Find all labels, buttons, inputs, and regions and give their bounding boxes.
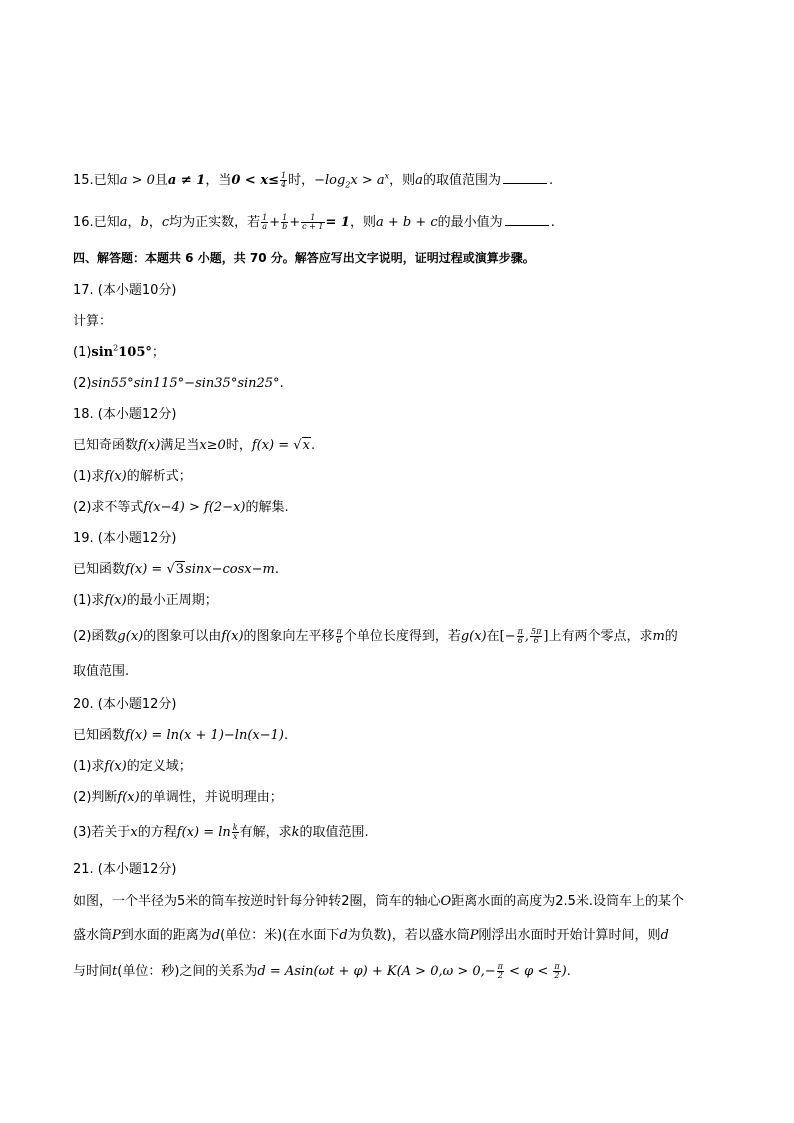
text-run: x <box>130 825 138 840</box>
q15-math: −log <box>314 173 346 188</box>
text-run: sinx−cosx−m <box>185 562 275 577</box>
text-run: 105° <box>118 345 152 360</box>
text-run: d <box>660 928 669 943</box>
q16-text: ， <box>148 215 162 230</box>
text-run: , <box>524 629 530 644</box>
q15-subscript: 2 <box>345 180 351 190</box>
text-run: 已知奇函数 <box>73 438 139 453</box>
text-run: . <box>310 438 316 453</box>
text-run: 6 <box>336 636 342 645</box>
text-run: P <box>469 928 479 943</box>
text-run: b <box>282 222 288 231</box>
sqrt-icon: √ <box>293 438 302 453</box>
text-run: 已知函数 <box>73 728 126 743</box>
text-run: π <box>517 627 523 636</box>
text-run: (2)求不等式 <box>73 500 144 515</box>
text-run: 上有两个零点，求 <box>548 629 653 644</box>
text-run: 1 <box>262 213 268 222</box>
text-run: sin <box>91 345 114 360</box>
text-run: c + 1 <box>302 222 324 231</box>
text-run: f(x) <box>221 629 244 644</box>
q18-part-2 <box>73 498 723 518</box>
q16-math: c <box>161 215 170 230</box>
text-run: (3)若关于 <box>73 825 131 840</box>
text-run: m <box>652 629 665 644</box>
q18-stem <box>73 436 723 456</box>
q16-text: . <box>550 215 555 230</box>
q21-line-1 <box>73 892 723 912</box>
q15-text: 且 <box>154 173 168 188</box>
text-run: . <box>283 728 289 743</box>
q15-text: 的取值范围为 <box>422 173 501 188</box>
question-16 <box>73 213 723 233</box>
text-run: O <box>440 894 452 909</box>
q17-intro: 计算： <box>73 314 113 329</box>
text-run: . <box>566 964 571 979</box>
text-run: g(x) <box>117 629 144 644</box>
fraction <box>497 963 504 980</box>
text-run: 的图象向左平移 <box>243 629 335 644</box>
text-run: 时， <box>225 438 252 453</box>
q16-math: a + b + c <box>376 215 438 230</box>
text-run: (1) <box>73 345 92 360</box>
q21-line-3 <box>73 962 723 982</box>
text-run: f(x) <box>117 790 140 805</box>
text-run: 刚浮出水面时开始计算时间，则 <box>478 928 661 943</box>
q20-heading: 20. (本小题12分) <box>73 697 177 712</box>
q17-part-1 <box>73 343 723 363</box>
text-run: π <box>554 962 560 971</box>
text-run: + <box>289 215 301 230</box>
text-run: 距离水面的高度为2.5米.设筒车上的某个 <box>451 894 685 909</box>
q15-math: 0 < x≤ <box>231 173 279 188</box>
text-run: 的单调性，并说明理由； <box>139 790 283 805</box>
fraction <box>336 628 343 645</box>
text-run: 1 <box>282 213 288 222</box>
text-run: 在 <box>486 629 500 644</box>
text-run: 为负数)，若以盛水筒 <box>347 928 470 943</box>
q19-part-2-cont: 取值范围. <box>73 664 130 679</box>
text-run: (1)求 <box>73 593 105 608</box>
text-run: 已知函数 <box>73 562 126 577</box>
text-run: 满足当 <box>160 438 200 453</box>
text-run: t <box>112 964 118 979</box>
q16-text: ， <box>127 215 141 230</box>
text-run: 5π <box>531 627 542 636</box>
question-15 <box>73 171 723 191</box>
text-run: f(x) <box>104 593 127 608</box>
text-run: f(x) = <box>125 562 167 577</box>
q16-number: 16. <box>73 215 94 230</box>
text-run: 有解，求 <box>239 825 292 840</box>
q16-math: a <box>119 215 128 230</box>
text-run: 2 <box>113 343 119 353</box>
text-run: ； <box>151 345 165 360</box>
text-run: 的最小正周期； <box>126 593 218 608</box>
q15-text: ，则 <box>389 173 416 188</box>
text-run: 到水面的距离为 <box>120 928 212 943</box>
q15-text: . <box>548 173 554 188</box>
q16-fraction <box>301 214 324 231</box>
text-run: k <box>291 825 300 840</box>
text-run: + <box>269 215 281 230</box>
q20-part-2 <box>73 788 723 808</box>
text-run: (2) <box>73 376 92 391</box>
text-run: 的定义域； <box>126 759 192 774</box>
q15-text: 已知 <box>93 173 120 188</box>
q15-text: ，当 <box>205 173 232 188</box>
text-run: π <box>497 962 503 971</box>
q19-part-2 <box>73 627 723 647</box>
text-run: 3 <box>175 562 185 577</box>
text-run: ] <box>543 629 549 644</box>
text-run: 4 <box>280 180 287 189</box>
q19-heading: 19. (本小题12分) <box>73 531 177 546</box>
text-run: x <box>302 438 310 453</box>
q15-math: a > 0 <box>119 173 155 188</box>
text-run: P <box>112 928 121 943</box>
text-run: (1)求 <box>73 759 105 774</box>
text-run: 的解析式； <box>126 469 192 484</box>
text-run: 个单位长度得到，若 <box>343 629 461 644</box>
q16-fraction <box>261 214 268 231</box>
q20-part-3 <box>73 823 723 843</box>
text-run: ) <box>561 964 567 979</box>
text-run: f(x) <box>104 759 127 774</box>
q17-part-2 <box>73 374 723 394</box>
text-run: x≥0 <box>199 438 226 453</box>
q16-math: b <box>140 215 149 230</box>
text-run: f(x) = ln(x + 1)−ln(x−1) <box>125 728 284 743</box>
fraction <box>553 963 560 980</box>
text-run: x <box>232 832 238 841</box>
q16-text: 均为正实数，若 <box>169 215 261 230</box>
q16-text: 已知 <box>93 215 120 230</box>
text-run: 1 <box>301 214 324 223</box>
q15-text: 时， <box>288 173 315 188</box>
q16-text: ，则 <box>349 215 376 230</box>
text-run: (1)求 <box>73 469 105 484</box>
text-run: d <box>211 928 221 943</box>
text-run: 1 <box>280 171 287 180</box>
q15-math: x > a <box>350 173 385 188</box>
q16-answer-blank <box>505 213 549 226</box>
q20-part-1 <box>73 757 723 777</box>
text-run: 的图象可以由 <box>143 629 222 644</box>
fraction <box>530 628 542 645</box>
q21-heading: 21. (本小题12分) <box>73 862 177 877</box>
text-run: . <box>279 376 284 391</box>
text-run: a <box>262 222 268 231</box>
q15-math: a ≠ 1 <box>167 173 206 188</box>
q19-stem <box>73 560 723 580</box>
text-run: 2 <box>497 971 503 980</box>
text-run: [− <box>499 629 516 644</box>
text-run: f(x) = <box>251 438 294 453</box>
fraction <box>232 824 239 841</box>
text-run: d <box>339 928 348 943</box>
q18-heading: 18. (本小题12分) <box>73 407 177 422</box>
text-run: k <box>232 823 238 832</box>
text-run: (单位：秒)之间的关系为 <box>117 964 258 979</box>
fraction <box>517 628 524 645</box>
text-run: 的解集. <box>245 500 289 515</box>
q20-stem <box>73 726 723 746</box>
text-run: d = Asin(ωt + φ) + K(A > 0,ω > 0,− <box>257 964 496 979</box>
text-run: sin55°sin115°−sin35°sin25° <box>91 376 280 391</box>
text-run: (2)函数 <box>73 629 118 644</box>
q15-superscript: x <box>384 171 390 181</box>
text-run: < φ < <box>504 964 553 979</box>
q18-part-1 <box>73 467 723 487</box>
text-run: (2)判断 <box>73 790 118 805</box>
text-run: 如图，一个半径为5米的筒车按逆时针每分钟转2圈，筒车的轴心 <box>73 894 441 909</box>
text-run: π <box>336 627 342 636</box>
text-run: f(x) <box>104 469 127 484</box>
text-run: 6 <box>533 636 539 645</box>
text-run: f(x) = ln <box>176 825 231 840</box>
q16-text: 的最小值为 <box>437 215 503 230</box>
text-run: f(x) <box>138 438 161 453</box>
q21-line-2 <box>73 926 723 946</box>
text-run: 2 <box>554 971 560 980</box>
q19-part-1 <box>73 591 723 611</box>
q16-fraction <box>281 214 288 231</box>
text-run: 的 <box>664 629 678 644</box>
text-run: 的取值范围. <box>299 825 369 840</box>
text-run: (单位：米)(在水面下 <box>220 928 340 943</box>
q15-fraction <box>280 172 287 189</box>
text-run: 的方程 <box>137 825 177 840</box>
q15-math: a <box>415 173 423 188</box>
text-run: f(x−4) > f(2−x) <box>143 500 246 515</box>
text-run: 盛水筒 <box>73 928 113 943</box>
q15-answer-blank <box>503 171 547 184</box>
text-run: . <box>274 562 279 577</box>
q17-heading: 17. (本小题10分) <box>73 283 177 298</box>
text-run: g(x) <box>460 629 487 644</box>
text-run: 6 <box>517 636 523 645</box>
sqrt-icon: √ <box>166 562 175 577</box>
text-run: 与时间 <box>73 964 113 979</box>
section-heading: 四、解答题：本题共 6 小题，共 70 分。解答应写出文字说明，证明过程或演算步骤。 <box>73 251 535 265</box>
q15-number: 15. <box>73 173 94 188</box>
q16-math: = 1 <box>325 215 350 230</box>
